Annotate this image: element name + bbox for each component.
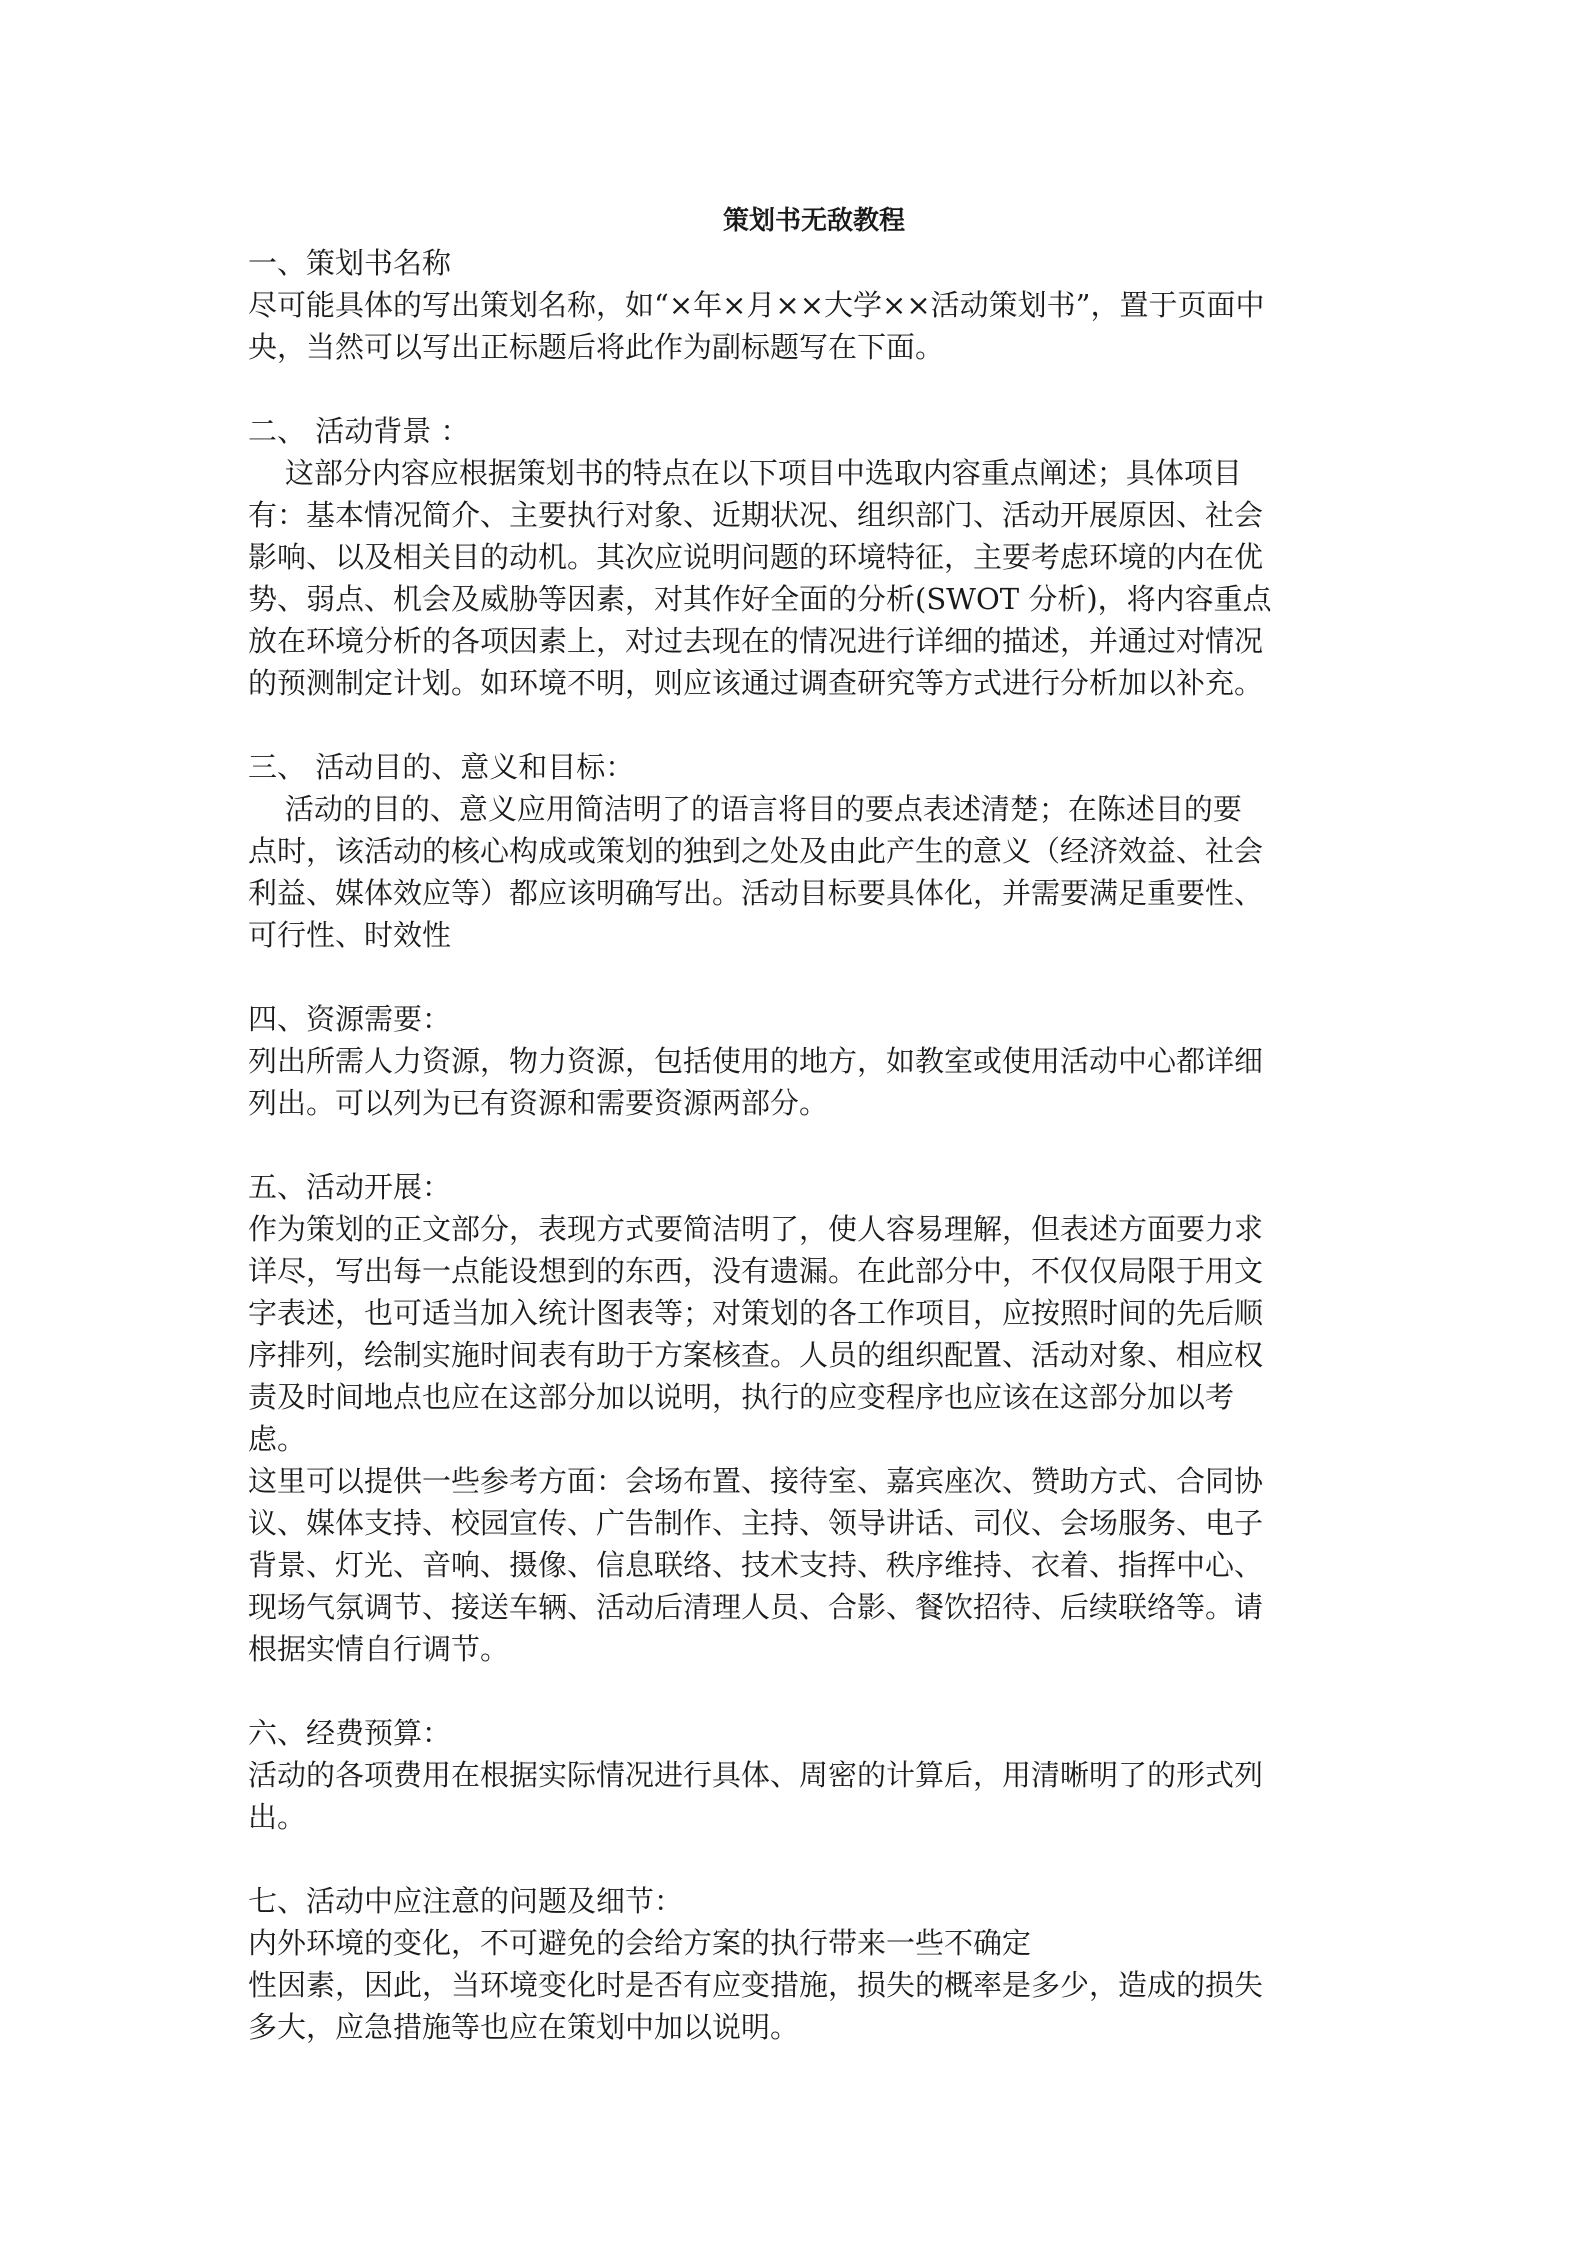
section-name: [248, 242, 1366, 368]
paragraph: [248, 1754, 1366, 1838]
text-line: 根据实情自行调节。: [248, 1632, 510, 1666]
text-line: 虑。: [248, 1422, 307, 1456]
section-notes: [248, 1880, 1366, 2048]
text-line: 列出。可以列为已有资源和需要资源两部分。: [248, 1086, 829, 1120]
paragraph: [248, 1208, 1366, 1460]
text-line: 字表述，也可适当加入统计图表等；对策划的各工作项目，应按照时间的先后顺: [248, 1296, 1264, 1330]
section-heading: 五、活动开展：: [248, 1170, 452, 1204]
section-heading: 六、经费预算：: [248, 1716, 452, 1750]
text-line: 议、媒体支持、校园宣传、广告制作、主持、领导讲话、司仪、会场服务、电子: [248, 1506, 1264, 1540]
section-resources: [248, 998, 1366, 1124]
text-line: 责及时间地点也应在这部分加以说明，执行的应变程序也应该在这部分加以考: [248, 1380, 1235, 1414]
section-budget: [248, 1712, 1366, 1838]
text-line: 点时，该活动的核心构成或策划的独到之处及由此产生的意义（经济效益、社会: [248, 834, 1264, 868]
section-heading: 二、 活动背景 ：: [248, 414, 470, 448]
document-title: 策划书无敌教程: [722, 206, 905, 236]
text-line: 放在环境分析的各项因素上，对过去现在的情况进行详细的描述，并通过对情况: [248, 624, 1264, 658]
text-line: 多大，应急措施等也应在策划中加以说明。: [248, 2010, 800, 2044]
text-line: 利益、媒体效应等）都应该明确写出。活动目标要具体化，并需要满足重要性、: [248, 876, 1264, 910]
text-line: 列出所需人力资源，物力资源，包括使用的地方，如教室或使用活动中心都详细: [248, 1044, 1264, 1078]
text-line: 活动的各项费用在根据实际情况进行具体、周密的计算后，用清晰明了的形式列: [248, 1758, 1264, 1792]
text-line: 作为策划的正文部分，表现方式要简洁明了，使人容易理解，但表述方面要力求: [248, 1212, 1264, 1246]
text-line: 性因素，因此，当环境变化时是否有应变措施，损失的概率是多少，造成的损失: [248, 1968, 1264, 2002]
section-heading: 三、 活动目的、意义和目标：: [248, 750, 635, 784]
paragraph: [248, 284, 1366, 368]
text-line: 序排列，绘制实施时间表有助于方案核查。人员的组织配置、活动对象、相应权: [248, 1338, 1264, 1372]
section-heading: 一、策划书名称: [248, 246, 452, 280]
paragraph: [248, 788, 1366, 956]
section-activity: [248, 1166, 1366, 1670]
paragraph: [248, 1460, 1366, 1670]
section-heading: 四、资源需要：: [248, 1002, 452, 1036]
text-line: 尽可能具体的写出策划名称，如“×年×月××大学××活动策划书”，置于页面中: [248, 288, 1265, 322]
text-line: 现场气氛调节、接送车辆、活动后清理人员、合影、餐饮招待、后续联络等。请: [248, 1590, 1264, 1624]
section-background: [248, 410, 1366, 704]
text-line: 活动的目的、意义应用简洁明了的语言将目的要点表述清楚；在陈述目的要: [248, 792, 1242, 826]
text-line: 可行性、时效性: [248, 918, 452, 952]
text-line: 这里可以提供一些参考方面：会场布置、接待室、嘉宾座次、赞助方式、合同协: [248, 1464, 1264, 1498]
paragraph: [248, 452, 1366, 704]
text-line: 影响、以及相关目的动机。其次应说明问题的环境特征，主要考虑环境的内在优: [248, 540, 1264, 574]
section-heading: 七、活动中应注意的问题及细节：: [248, 1884, 684, 1918]
section-goals: [248, 746, 1366, 956]
text-line: 势、弱点、机会及威胁等因素，对其作好全面的分析(SWOT 分析)，将内容重点: [248, 582, 1272, 616]
text-line: 的预测制定计划。如环境不明，则应该通过调查研究等方式进行分析加以补充。: [248, 666, 1264, 700]
text-line: 这部分内容应根据策划书的特点在以下项目中选取内容重点阐述；具体项目: [248, 456, 1242, 490]
text-line: 内外环境的变化，不可避免的会给方案的执行带来一些不确定: [248, 1926, 1032, 1960]
paragraph: [248, 1040, 1366, 1124]
text-line: 背景、灯光、音响、摄像、信息联络、技术支持、秩序维持、衣着、指挥中心、: [248, 1548, 1264, 1582]
document-page: [248, 200, 1366, 2048]
text-line: 出。: [248, 1800, 307, 1834]
text-line: 央，当然可以写出正标题后将此作为副标题写在下面。: [248, 330, 945, 364]
text-line: 详尽，写出每一点能设想到的东西，没有遗漏。在此部分中，不仅仅局限于用文: [248, 1254, 1264, 1288]
text-line: 有：基本情况简介、主要执行对象、近期状况、组织部门、活动开展原因、社会: [248, 498, 1264, 532]
paragraph: [248, 1922, 1366, 2048]
